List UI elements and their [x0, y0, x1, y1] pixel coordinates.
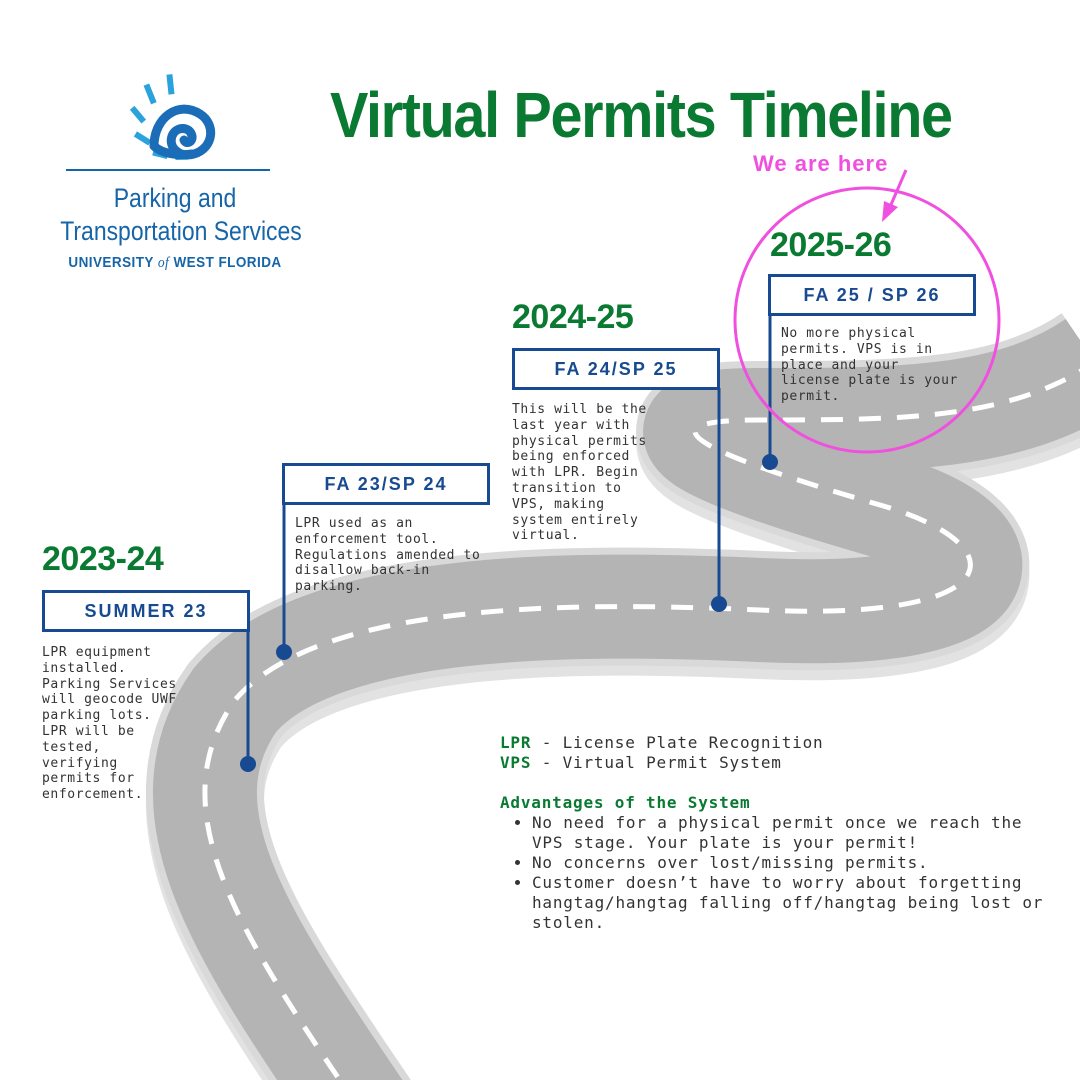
legend-vps: [500, 753, 1060, 773]
advantage-item: • No need for a physical permit once we reach the VPS stage. Your plate is your permit!: [532, 813, 1060, 853]
we-are-here-label: We are here: [753, 151, 889, 176]
logo-line-1: Parking and: [113, 183, 237, 213]
milestone-term-box: SUMMER 23: [42, 590, 250, 632]
legend-vps-text: - Virtual Permit System: [531, 753, 782, 772]
logo-university-of: of: [157, 255, 170, 271]
milestone-term-box: FA 25 / SP 26: [768, 274, 976, 316]
advantages-title: Advantages of the System: [500, 793, 751, 812]
shell-logo-icon: [130, 74, 211, 160]
logo: [40, 182, 310, 272]
legend-panel: [500, 733, 1060, 933]
logo-university-pre: UNIVERSITY: [68, 254, 154, 271]
milestone-year-2025-26: 2025-26: [770, 226, 892, 264]
milestone-year-2024-25: 2024-25: [512, 298, 634, 336]
milestone-description: No more physical permits. VPS is in place and your license plate is your permit.: [781, 326, 958, 405]
advantages-list: [500, 813, 1060, 933]
legend-lpr-key: LPR: [500, 733, 532, 752]
dot-fa25-sp26: [762, 454, 778, 470]
milestone-description: LPR equipment installed. Parking Services will geocode UWF parking lots. LPR will be tested, verifying permits for enforcement.: [42, 645, 177, 803]
dot-summer-23: [240, 756, 256, 772]
milestone-description: LPR used as an enforcement tool. Regulations amended to disallow back-in parking.: [295, 516, 481, 595]
milestone-term-box: FA 24/SP 25: [512, 348, 720, 390]
logo-line-2: Transportation Services: [60, 216, 302, 246]
legend-lpr-text: - License Plate Recognition: [531, 733, 824, 752]
dot-fa24-sp25: [711, 596, 727, 612]
milestone-year-2023-24: 2023-24: [42, 540, 164, 578]
legend-vps-key: VPS: [500, 753, 532, 772]
logo-university-post: WEST FLORIDA: [173, 254, 282, 271]
advantage-item: • Customer doesn’t have to worry about forgetting hangtag/hangtag falling off/hangtag being lost or stolen.: [532, 873, 1060, 933]
legend-lpr: [500, 733, 1060, 753]
dot-fa23-sp24: [276, 644, 292, 660]
milestone-term-box: FA 23/SP 24: [282, 463, 490, 505]
page-title: Virtual Permits Timeline: [330, 79, 952, 151]
milestone-description: This will be the last year with physical permits being enforced with LPR. Begin transition to VPS, making system entirely virtual.: [512, 402, 647, 544]
logo-university: [54, 254, 297, 272]
advantage-item: • No concerns over lost/missing permits.: [532, 853, 1060, 873]
arrow-icon: [882, 170, 906, 222]
